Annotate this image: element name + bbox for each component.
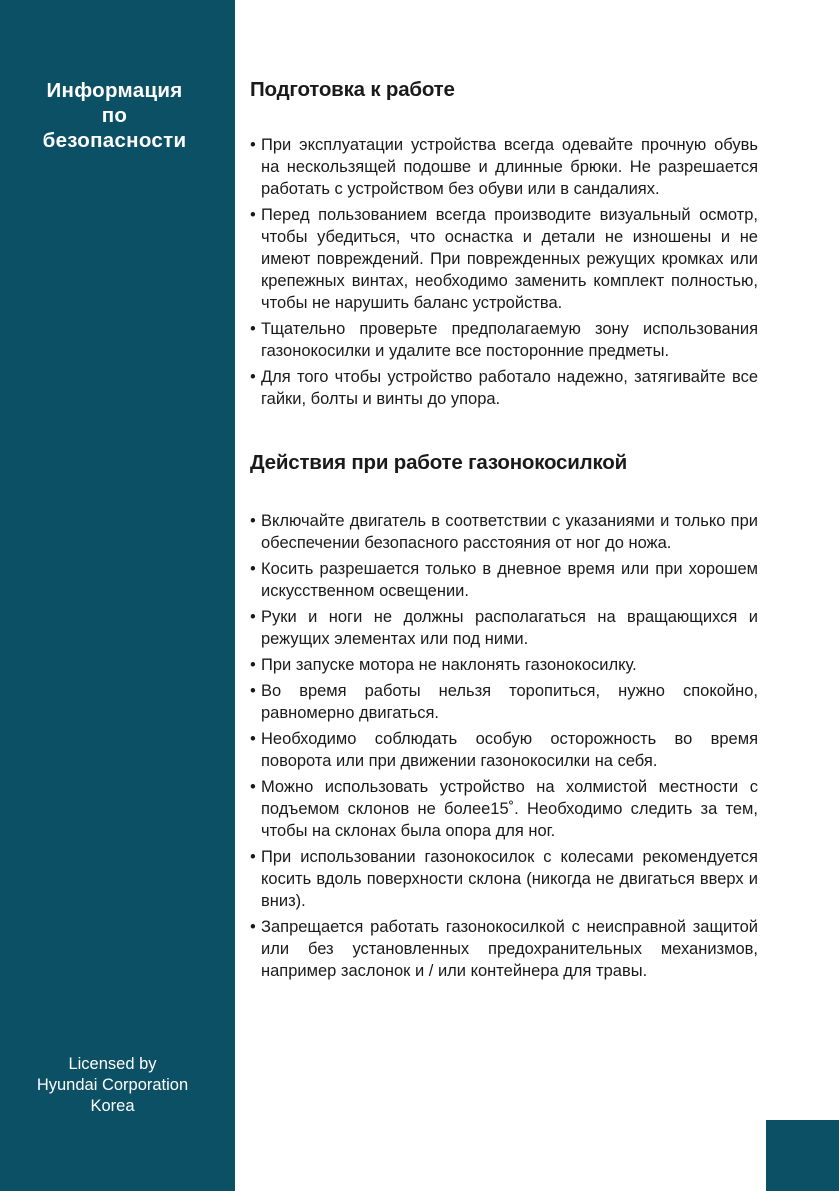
list-item: • Руки и ноги не должны располагаться на вращающихся и режущих элементах или под ними. [250, 606, 758, 650]
list-item: • При эксплуатации устройства всегда одевайте прочную обувь на нескользящей подошве и длинные брюки. Не разрешается работать с устройством без обуви или в сандалиях. [250, 134, 758, 200]
list-item: • Во время работы нельзя торопиться, нужно спокойно, равномерно двигаться. [250, 680, 758, 724]
sidebar-title-line: Информация [46, 79, 183, 102]
section-preparation [250, 76, 758, 410]
corner-decoration [766, 1120, 839, 1191]
list-item: • Необходимо соблюдать особую осторожность во время поворота или при движении газонокосилки на себя. [250, 728, 758, 772]
license-line: Hyundai Corporation [36, 1076, 189, 1094]
license-line: Korea [90, 1097, 135, 1115]
section-heading: Действия при работе газонокосилкой [250, 451, 627, 474]
list-item: • Перед пользованием всегда производите визуальный осмотр, чтобы убедиться, что оснастка и детали не изношены и не имеют повреждений. При поврежденных режущих кромках или крепежных винтах, необходимо заменить комплект полностью, чтобы не нарушить баланс устройства. [250, 204, 758, 314]
list-item: • При использовании газонокосилок с колесами рекомендуется косить вдоль поверхности склона (никогда не двигаться вверх и вниз). [250, 846, 758, 912]
sidebar-title [0, 78, 229, 153]
bullet-list [250, 134, 758, 410]
list-item: • Косить разрешается только в дневное время или при хорошем искусственном освещении. [250, 558, 758, 602]
sidebar [0, 0, 235, 1191]
list-item: • Тщательно проверьте предполагаемую зону использования газонокосилки и удалите все посторонние предметы. [250, 318, 758, 362]
sidebar-title-line: безопасности [42, 129, 187, 152]
sidebar-title-line: по [101, 104, 128, 127]
section-operation [250, 449, 758, 982]
list-item: • Для того чтобы устройство работало надежно, затягивайте все гайки, болты и винты до упора. [250, 366, 758, 410]
bullet-list [250, 510, 758, 982]
list-item: • Можно использовать устройство на холмистой местности с подъемом склонов не более15˚. Необходимо следить за тем, чтобы на склонах была опора для ног. [250, 776, 758, 842]
license-note [0, 1054, 225, 1117]
list-item: • Запрещается работать газонокосилкой с неисправной защитой или без установленных предохранительных механизмов, например заслонок и / или контейнера для травы. [250, 916, 758, 982]
list-item: • Включайте двигатель в соответствии с указаниями и только при обеспечении безопасного расстояния от ног до ножа. [250, 510, 758, 554]
license-line: Licensed by [68, 1055, 157, 1073]
main-content [250, 76, 758, 986]
list-item: • При запуске мотора не наклонять газонокосилку. [250, 654, 758, 676]
section-heading: Подготовка к работе [250, 78, 455, 101]
